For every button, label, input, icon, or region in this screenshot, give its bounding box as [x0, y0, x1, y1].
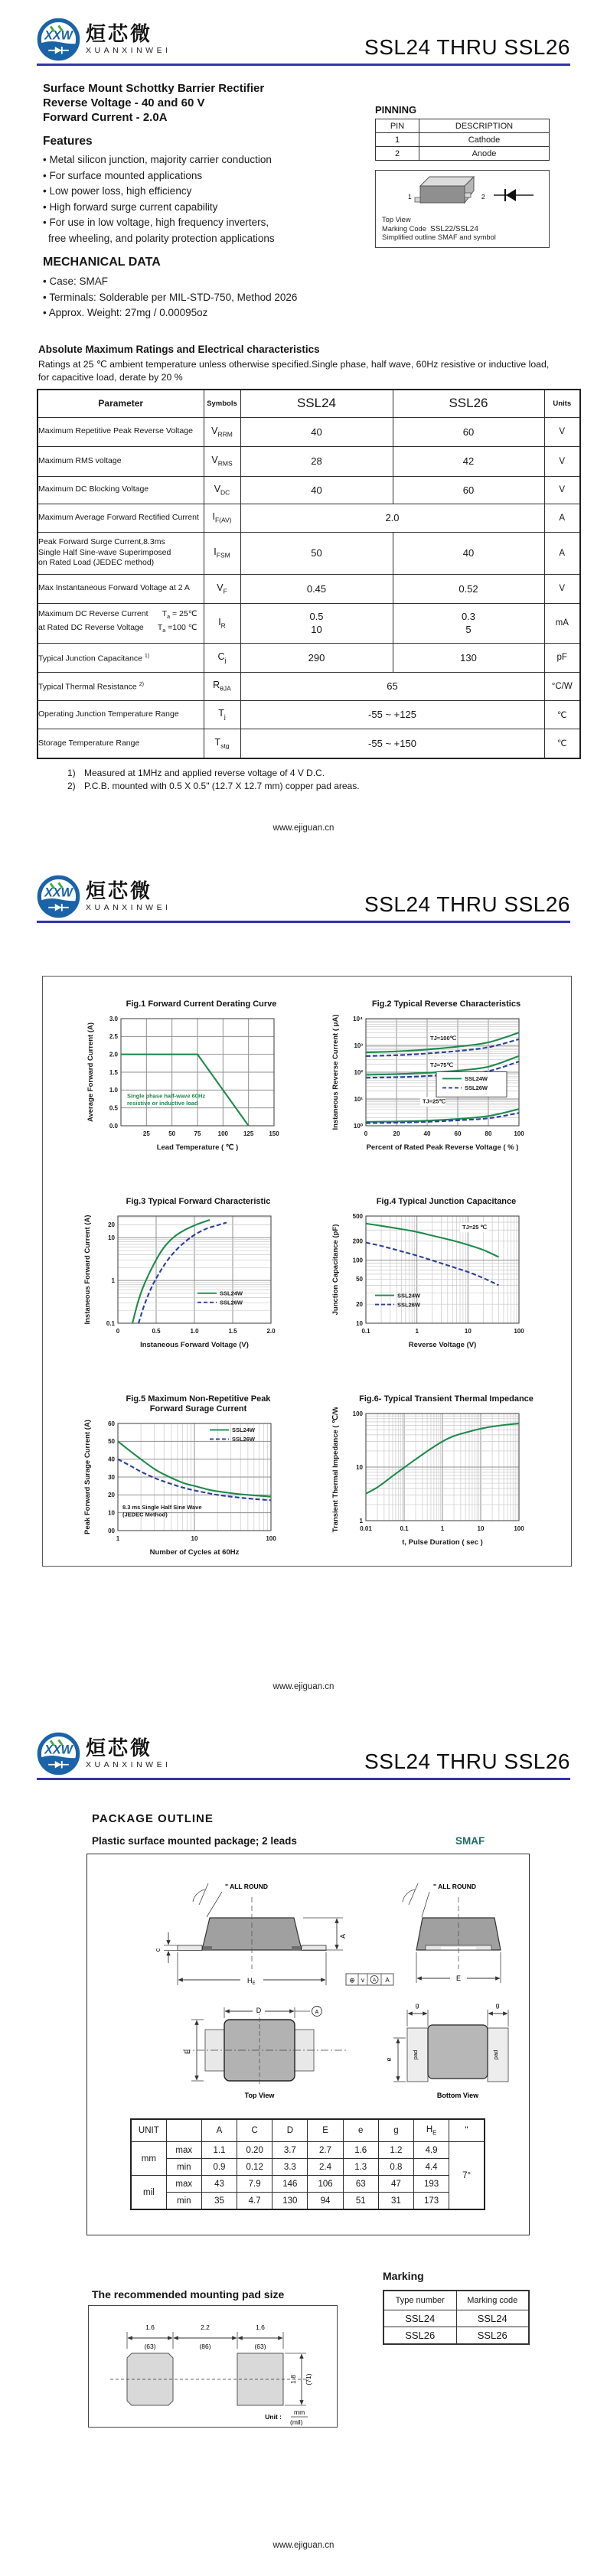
logo-chinese-name: 烜芯微 [86, 22, 153, 46]
package-caption: Simplified outline SMAF and symbol [382, 233, 496, 241]
svg-text:10: 10 [356, 1319, 363, 1327]
svg-text:HE: $H_E$ [247, 1977, 256, 1986]
svg-text:1.0: 1.0 [109, 1087, 118, 1094]
svg-text:0.1: 0.1 [400, 1525, 409, 1532]
package-3d-icon [382, 172, 539, 212]
bullet-item: • High forward surge current capability [43, 201, 218, 213]
svg-text:2.2: 2.2 [201, 2323, 210, 2331]
svg-text:50: 50 [356, 1276, 363, 1283]
package-top-view-label: Top View [382, 216, 411, 223]
svg-text:2: 2 [481, 193, 485, 201]
svg-text:0.0: 0.0 [109, 1122, 118, 1130]
svg-text:60: 60 [454, 1130, 462, 1137]
ratings-row: Maximum Average Forward Rectified Current $I_{F(AV)}$ 2.0 A [38, 504, 580, 532]
svg-text:XXW: XXW [44, 885, 73, 900]
svg-text:10⁴: 10⁴ [353, 1015, 363, 1022]
dim-row: min 0.9 0.12 3.3 2.4 1.3 0.8 4.4 [131, 2159, 485, 2176]
svg-text:50: 50 [168, 1130, 176, 1137]
svg-text:Average Forward Current (A): Average Forward Current (A) [86, 1022, 95, 1123]
svg-text:TJ=75℃: TJ=75℃ [430, 1061, 453, 1068]
doc-title: SSL24 THRU SSL26 [364, 1749, 570, 1773]
svg-text:1: 1 [116, 1535, 120, 1542]
logo-english-name: XUANXINWEI [86, 1759, 171, 1769]
svg-text:25: 25 [142, 1130, 150, 1137]
svg-text:75: 75 [194, 1130, 201, 1137]
product-summary: Surface Mount Schottky Barrier Rectifier Reverse Voltage - 40 and 60 V Forward Current - 2.0A [43, 82, 265, 124]
svg-text:E: E [184, 2049, 191, 2055]
svg-text:A: A [339, 1933, 347, 1939]
ratings-row: Typical Junction Capacitance $^{1)}$ $C_j$ 290 130 pF [38, 643, 580, 672]
bullet-item: • For surface mounted applications [43, 169, 203, 181]
svg-text:150: 150 [269, 1130, 279, 1137]
svg-text:1.5: 1.5 [109, 1068, 118, 1076]
svg-text:2.0: 2.0 [266, 1328, 276, 1335]
logo-text [86, 24, 171, 54]
svg-text:TJ=25℃: TJ=25℃ [423, 1097, 445, 1105]
ratings-col-header: Symbols [204, 390, 240, 417]
svg-text:1: 1 [408, 193, 412, 201]
mechanical-list [43, 274, 297, 321]
ratings-row: Typical Thermal Resistance $^{2)}$ $R_{\theta JA}$ 65 °C/W [38, 672, 580, 700]
svg-text:100: 100 [514, 1328, 524, 1335]
svg-text:100: 100 [217, 1130, 229, 1137]
svg-text:0: 0 [364, 1130, 368, 1137]
package-marking-code: Marking Code SSL22/SSL24 [382, 224, 478, 233]
diode-symbol-icon [506, 189, 516, 201]
bullet-item: • Approx. Weight: 27mg / 0.00095oz [43, 307, 208, 318]
svg-text:80: 80 [485, 1130, 492, 1137]
fig3-plot [80, 1210, 317, 1372]
doc-title: SSL24 THRU SSL26 [364, 35, 570, 59]
svg-text:1: 1 [111, 1277, 115, 1284]
svg-text:g: g [415, 2001, 419, 2009]
fig4-chart [328, 1197, 565, 1376]
svg-text:Junction Capacitance (pF): Junction Capacitance (pF) [331, 1224, 340, 1316]
fig6-chart [328, 1394, 565, 1567]
ratings-heading: Absolute Maximum Ratings and Electrical characteristics [38, 344, 320, 355]
svg-text:(63): (63) [144, 2343, 156, 2350]
features-list [43, 152, 275, 246]
svg-text:resistive or inductive load: resistive or inductive load [127, 1100, 198, 1107]
svg-text:2.5: 2.5 [109, 1033, 118, 1041]
svg-text:t, Pulse Duration ( sec ): t, Pulse Duration ( sec ) [402, 1538, 483, 1547]
company-logo [37, 18, 171, 61]
fig6-plot [328, 1407, 565, 1567]
footer-url: www.ejiguan.cn [272, 2541, 335, 2550]
svg-text:1: 1 [440, 1525, 445, 1532]
fig5-title: Fig.5 Maximum Non-Repetitive Peak Forward Surage Current [126, 1394, 271, 1414]
svg-text:10: 10 [464, 1328, 472, 1335]
svg-text:10: 10 [108, 1509, 115, 1517]
svg-text:Reverse Voltage (V): Reverse Voltage (V) [408, 1341, 477, 1349]
ratings-col-header: SSL24 [240, 390, 393, 417]
page-header [37, 15, 570, 66]
dimensions-table [130, 2118, 485, 2210]
svg-text:Percent of Rated Peak Reverse: Percent of Rated Peak Reverse Voltage ( % ) [366, 1143, 519, 1152]
svg-text:0.01: 0.01 [360, 1525, 372, 1532]
svg-text:0: 0 [116, 1328, 120, 1335]
logo-chinese-name: 烜芯微 [86, 879, 153, 903]
svg-text:1: 1 [415, 1328, 419, 1335]
svg-text:(86): (86) [199, 2343, 211, 2350]
series-ssl24w-tj=25c [366, 1109, 519, 1122]
svg-text:E: E [455, 1974, 462, 1982]
ratings-row: Operating Junction Temperature Range $T_j$ -55 ~ +125 ℃ [38, 700, 580, 729]
svg-text:Transient Thermal Impedance (: Transient Thermal Impedance ( ℃/W ) [331, 1407, 340, 1533]
fig3-chart [80, 1197, 317, 1376]
dim-row: min 35 4.7 130 94 51 31 173 [131, 2193, 485, 2210]
svg-text:30: 30 [108, 1473, 115, 1481]
page-header [37, 872, 570, 923]
dim-col-header: " [449, 2119, 485, 2142]
svg-text:8.3 ms Single Half Sine Wave: 8.3 ms Single Half Sine Wave [122, 1504, 202, 1511]
page-2 [0, 857, 607, 1714]
bullet-item-continuation: free wheeling, and polarity protection applications [48, 232, 275, 244]
svg-text:Instaneous Reverse Current ( μ: Instaneous Reverse Current ( μA) [331, 1014, 340, 1130]
svg-text:⊕: ⊕ [349, 1976, 355, 1984]
svg-text:20: 20 [108, 1492, 115, 1499]
logo-mark-icon [37, 875, 80, 918]
svg-text:0.1: 0.1 [106, 1319, 115, 1327]
fig2-plot [328, 1012, 565, 1175]
svg-text:10²: 10² [354, 1068, 363, 1076]
ratings-row: Maximum DC Reverse Current $T_a$ = 25℃ at Rated DC Reverse Voltage $T_a =100$ ℃ $I_R$ 0.5 10 0.3 5 mA [38, 603, 580, 643]
svg-text:0.5: 0.5 [152, 1328, 161, 1335]
ratings-table [37, 389, 581, 759]
svg-text:20: 20 [356, 1300, 363, 1308]
svg-text:40: 40 [423, 1130, 431, 1137]
company-logo [37, 1732, 171, 1775]
svg-text:10¹: 10¹ [354, 1095, 363, 1103]
svg-text:1.6: 1.6 [145, 2323, 155, 2331]
dim-col-header: C [237, 2119, 272, 2142]
dim-row: mm max 1.1 0.20 3.7 2.7 1.6 1.2 4.9 7° [131, 2142, 485, 2159]
mounting-pad-drawing [89, 2306, 337, 2427]
svg-text:0.1: 0.1 [361, 1328, 370, 1335]
svg-text:1.5: 1.5 [228, 1328, 237, 1335]
bullet-item: • Case: SMAF [43, 276, 108, 287]
svg-text:e: e [385, 2057, 393, 2062]
pinning-col-header: DESCRIPTION [419, 119, 550, 133]
svg-text:mm: mm [294, 2408, 305, 2416]
footer-url: www.ejiguan.cn [272, 823, 335, 833]
svg-text:A: A [385, 1977, 390, 1984]
dim-col-header: g [378, 2119, 413, 2142]
ratings-notes [67, 767, 360, 793]
package-outline-heading: PACKAGE OUTLINE [92, 1812, 214, 1825]
svg-text:(JEDEC Method): (JEDEC Method) [122, 1511, 168, 1518]
fig1-chart [83, 999, 320, 1179]
ratings-row: Peak Forward Surge Current,8.3ms Single Half Sine-wave Superimposed on Rated Load (JEDEC method) $I_{FSM}$ 50 40 A [38, 532, 580, 574]
svg-text:TJ=100℃: TJ=100℃ [430, 1035, 457, 1042]
svg-text:SSL26W: SSL26W [220, 1299, 243, 1306]
svg-text:2.0: 2.0 [109, 1051, 118, 1058]
svg-text:A: A [315, 2010, 319, 2015]
pinning-table [375, 119, 550, 161]
marking-col-header: Type number [383, 2291, 456, 2310]
ratings-row: Maximum DC Blocking Voltage $V_{DC}$ 40 60 V [38, 476, 580, 504]
dim-col-header [166, 2119, 201, 2142]
svg-text:A: A [372, 1978, 377, 1984]
svg-text:SSL24W: SSL24W [397, 1292, 421, 1299]
fig2-title: Fig.2 Typical Reverse Characteristics [371, 999, 521, 1009]
svg-text:(71): (71) [305, 2373, 312, 2385]
svg-text:(63): (63) [254, 2343, 266, 2350]
ratings-row: Max Instantaneous Forward Voltage at 2 A $V_F$ 0.45 0.52 V [38, 574, 580, 603]
bullet-item: • For use in low voltage, high frequency inverters, [43, 217, 269, 228]
dim-row: mil max 43 7.9 146 106 63 47 193 [131, 2176, 485, 2193]
svg-text:TJ=25 ℃: TJ=25 ℃ [462, 1223, 487, 1231]
fig2-chart [328, 999, 565, 1179]
svg-text:Bottom View: Bottom View [436, 2092, 479, 2099]
svg-text:10: 10 [108, 1234, 115, 1242]
svg-text:100: 100 [266, 1535, 276, 1542]
page-3 [0, 1714, 607, 2576]
dim-col-header: A [201, 2119, 237, 2142]
page-header [37, 1730, 570, 1780]
svg-text:Lead Temperature ( ℃ ): Lead Temperature ( ℃ ) [156, 1143, 239, 1152]
svg-text:SSL26W: SSL26W [465, 1084, 488, 1092]
logo-chinese-name: 烜芯微 [86, 1736, 153, 1760]
svg-text:XXW: XXW [44, 1743, 73, 1757]
marking-heading: Marking [383, 2270, 424, 2282]
pinning-section [375, 104, 550, 248]
svg-text:1.8: 1.8 [289, 2375, 297, 2384]
ratings-row: Storage Temperature Range $T_{stg}$ -55 ~ +150 ℃ [38, 729, 580, 758]
marking-row: SSL26 SSL26 [383, 2327, 529, 2345]
pinning-row: 1 Cathode [376, 133, 550, 147]
package-outline-subheading: Plastic surface mounted package; 2 leads [92, 1835, 297, 1847]
svg-text:pad: pad [492, 2049, 499, 2060]
svg-text:D: D [256, 2007, 262, 2014]
fig3-title: Fig.3 Typical Forward Characteristic [126, 1197, 271, 1206]
svg-text:50: 50 [108, 1438, 115, 1446]
mechanical-heading: MECHANICAL DATA [43, 256, 161, 269]
svg-text:(mil): (mil) [290, 2418, 303, 2426]
company-logo [37, 875, 171, 918]
svg-text:c: c [154, 1948, 162, 1952]
fig5-chart [80, 1394, 317, 1567]
pinning-col-header: PIN [376, 119, 419, 133]
mounting-pad-heading: The recommended mounting pad size [92, 2288, 285, 2300]
svg-text:40: 40 [108, 1456, 115, 1463]
marking-col-header: Marking code [456, 2291, 529, 2310]
svg-text:500: 500 [352, 1212, 363, 1220]
svg-text:10: 10 [191, 1535, 198, 1542]
svg-text:10³: 10³ [354, 1042, 363, 1049]
svg-text:XXW: XXW [44, 28, 73, 43]
svg-text:Single phase half-wave 60Hz: Single phase half-wave 60Hz [127, 1092, 206, 1100]
svg-text:SSL24W: SSL24W [232, 1427, 256, 1434]
svg-text:100: 100 [514, 1130, 524, 1137]
doc-title: SSL24 THRU SSL26 [364, 892, 570, 916]
svg-text:Unit :: Unit : [265, 2413, 282, 2421]
svg-text:Number of Cycles at 60Hz: Number of Cycles at 60Hz [149, 1548, 240, 1557]
svg-text:20: 20 [393, 1130, 400, 1137]
fig1-plot [83, 1012, 320, 1175]
page-1 [0, 0, 607, 857]
package-outline-drawing [87, 1854, 529, 2108]
bullet-item: • Low power loss, high efficiency [43, 185, 192, 197]
svg-text:10: 10 [477, 1525, 485, 1532]
svg-text:100: 100 [514, 1525, 524, 1532]
logo-english-name: XUANXINWEI [86, 902, 171, 912]
marking-row: SSL24 SSL24 [383, 2310, 529, 2327]
svg-text:1.0: 1.0 [190, 1328, 199, 1335]
svg-text:Instaneous Forward Voltage (V): Instaneous Forward Voltage (V) [140, 1341, 249, 1349]
dim-col-header: D [272, 2119, 308, 2142]
features-heading: Features [43, 135, 93, 148]
ratings-col-header: Units [544, 390, 580, 417]
svg-text:" ALL ROUND: " ALL ROUND [225, 1883, 268, 1890]
fig4-plot [328, 1210, 565, 1372]
svg-text:200: 200 [352, 1237, 363, 1245]
svg-text:g: g [495, 2001, 500, 2009]
package-name: SMAF [455, 1835, 485, 1847]
logo-mark-icon [37, 1732, 80, 1775]
mounting-pad-box [88, 2305, 338, 2428]
footer-url: www.ejiguan.cn [272, 1682, 335, 1691]
dim-col-header: e [343, 2119, 378, 2142]
dim-col-header: $H_E$ [414, 2119, 449, 2142]
ratings-row: Maximum RMS voltage $V_{RMS}$ 28 42 V [38, 446, 580, 476]
bullet-item: • Terminals: Solderable per MIL-STD-750, Method 2026 [43, 291, 298, 303]
ratings-col-header: SSL26 [393, 390, 544, 417]
svg-text:Instaneous Forward Current (A: Instaneous Forward Current (A) [83, 1215, 92, 1325]
ratings-description: Ratings at 25 ℃ ambient temperature unless otherwise specified.Single phase, half wave, 60Hz resistive or inductive load, for capacitive load, derate by 20 % [38, 359, 550, 383]
svg-text:v: v [361, 1977, 364, 1984]
svg-text:SSL24W: SSL24W [220, 1290, 243, 1297]
characteristic-curves-panel [42, 976, 572, 1567]
ratings-note: 1) Measured at 1MHz and applied reverse voltage of 4 V D.C. [67, 768, 325, 778]
svg-text:Top View: Top View [244, 2092, 275, 2099]
svg-text:pad: pad [412, 2049, 419, 2060]
package-outline-box [86, 1854, 530, 2235]
svg-text:125: 125 [243, 1130, 254, 1137]
logo-english-name: XUANXINWEI [86, 45, 171, 55]
svg-text:00: 00 [108, 1527, 115, 1534]
svg-text:10: 10 [356, 1463, 363, 1471]
pinning-heading: PINNING [375, 104, 417, 116]
svg-text:SSL26W: SSL26W [232, 1436, 256, 1443]
fig1-title: Fig.1 Forward Current Derating Curve [126, 999, 277, 1009]
svg-text:SSL24W: SSL24W [465, 1075, 488, 1083]
svg-text:3.0: 3.0 [109, 1015, 118, 1022]
fig6-title: Fig.6- Typical Transient Thermal Impedance [359, 1394, 534, 1404]
package-illustration-box [375, 170, 550, 248]
pinning-row: 2 Anode [376, 147, 550, 161]
svg-text:20: 20 [108, 1221, 115, 1229]
svg-text:10⁰: 10⁰ [353, 1122, 363, 1130]
svg-text:SSL26W: SSL26W [397, 1301, 421, 1309]
svg-text:1.6: 1.6 [256, 2323, 265, 2331]
ratings-note: 2) P.C.B. mounted with 0.5 X 0.5" (12.7 X 12.7 mm) copper pad areas. [67, 781, 360, 791]
svg-text:" ALL ROUND: " ALL ROUND [433, 1883, 476, 1890]
marking-table [383, 2290, 530, 2345]
svg-text:0.5: 0.5 [109, 1104, 118, 1112]
svg-text:1: 1 [359, 1517, 363, 1524]
dim-col-header: UNIT [131, 2119, 166, 2142]
fig4-title: Fig.4 Typical Junction Capacitance [376, 1197, 517, 1206]
ratings-col-header: Parameter [38, 390, 204, 417]
svg-text:100: 100 [352, 1410, 363, 1417]
svg-text:60: 60 [108, 1420, 115, 1427]
bullet-item: • Metal silicon junction, majority carrier conduction [43, 154, 272, 165]
logo-mark-icon [37, 18, 80, 61]
svg-text:Peak Forward Surage Current (A: Peak Forward Surage Current (A) [83, 1420, 92, 1534]
svg-text:100: 100 [352, 1257, 363, 1264]
dim-col-header: E [308, 2119, 343, 2142]
fig5-plot [80, 1417, 317, 1567]
ratings-row: Maximum Repetitive Peak Reverse Voltage $V_{RRM}$ 40 60 V [38, 417, 580, 446]
